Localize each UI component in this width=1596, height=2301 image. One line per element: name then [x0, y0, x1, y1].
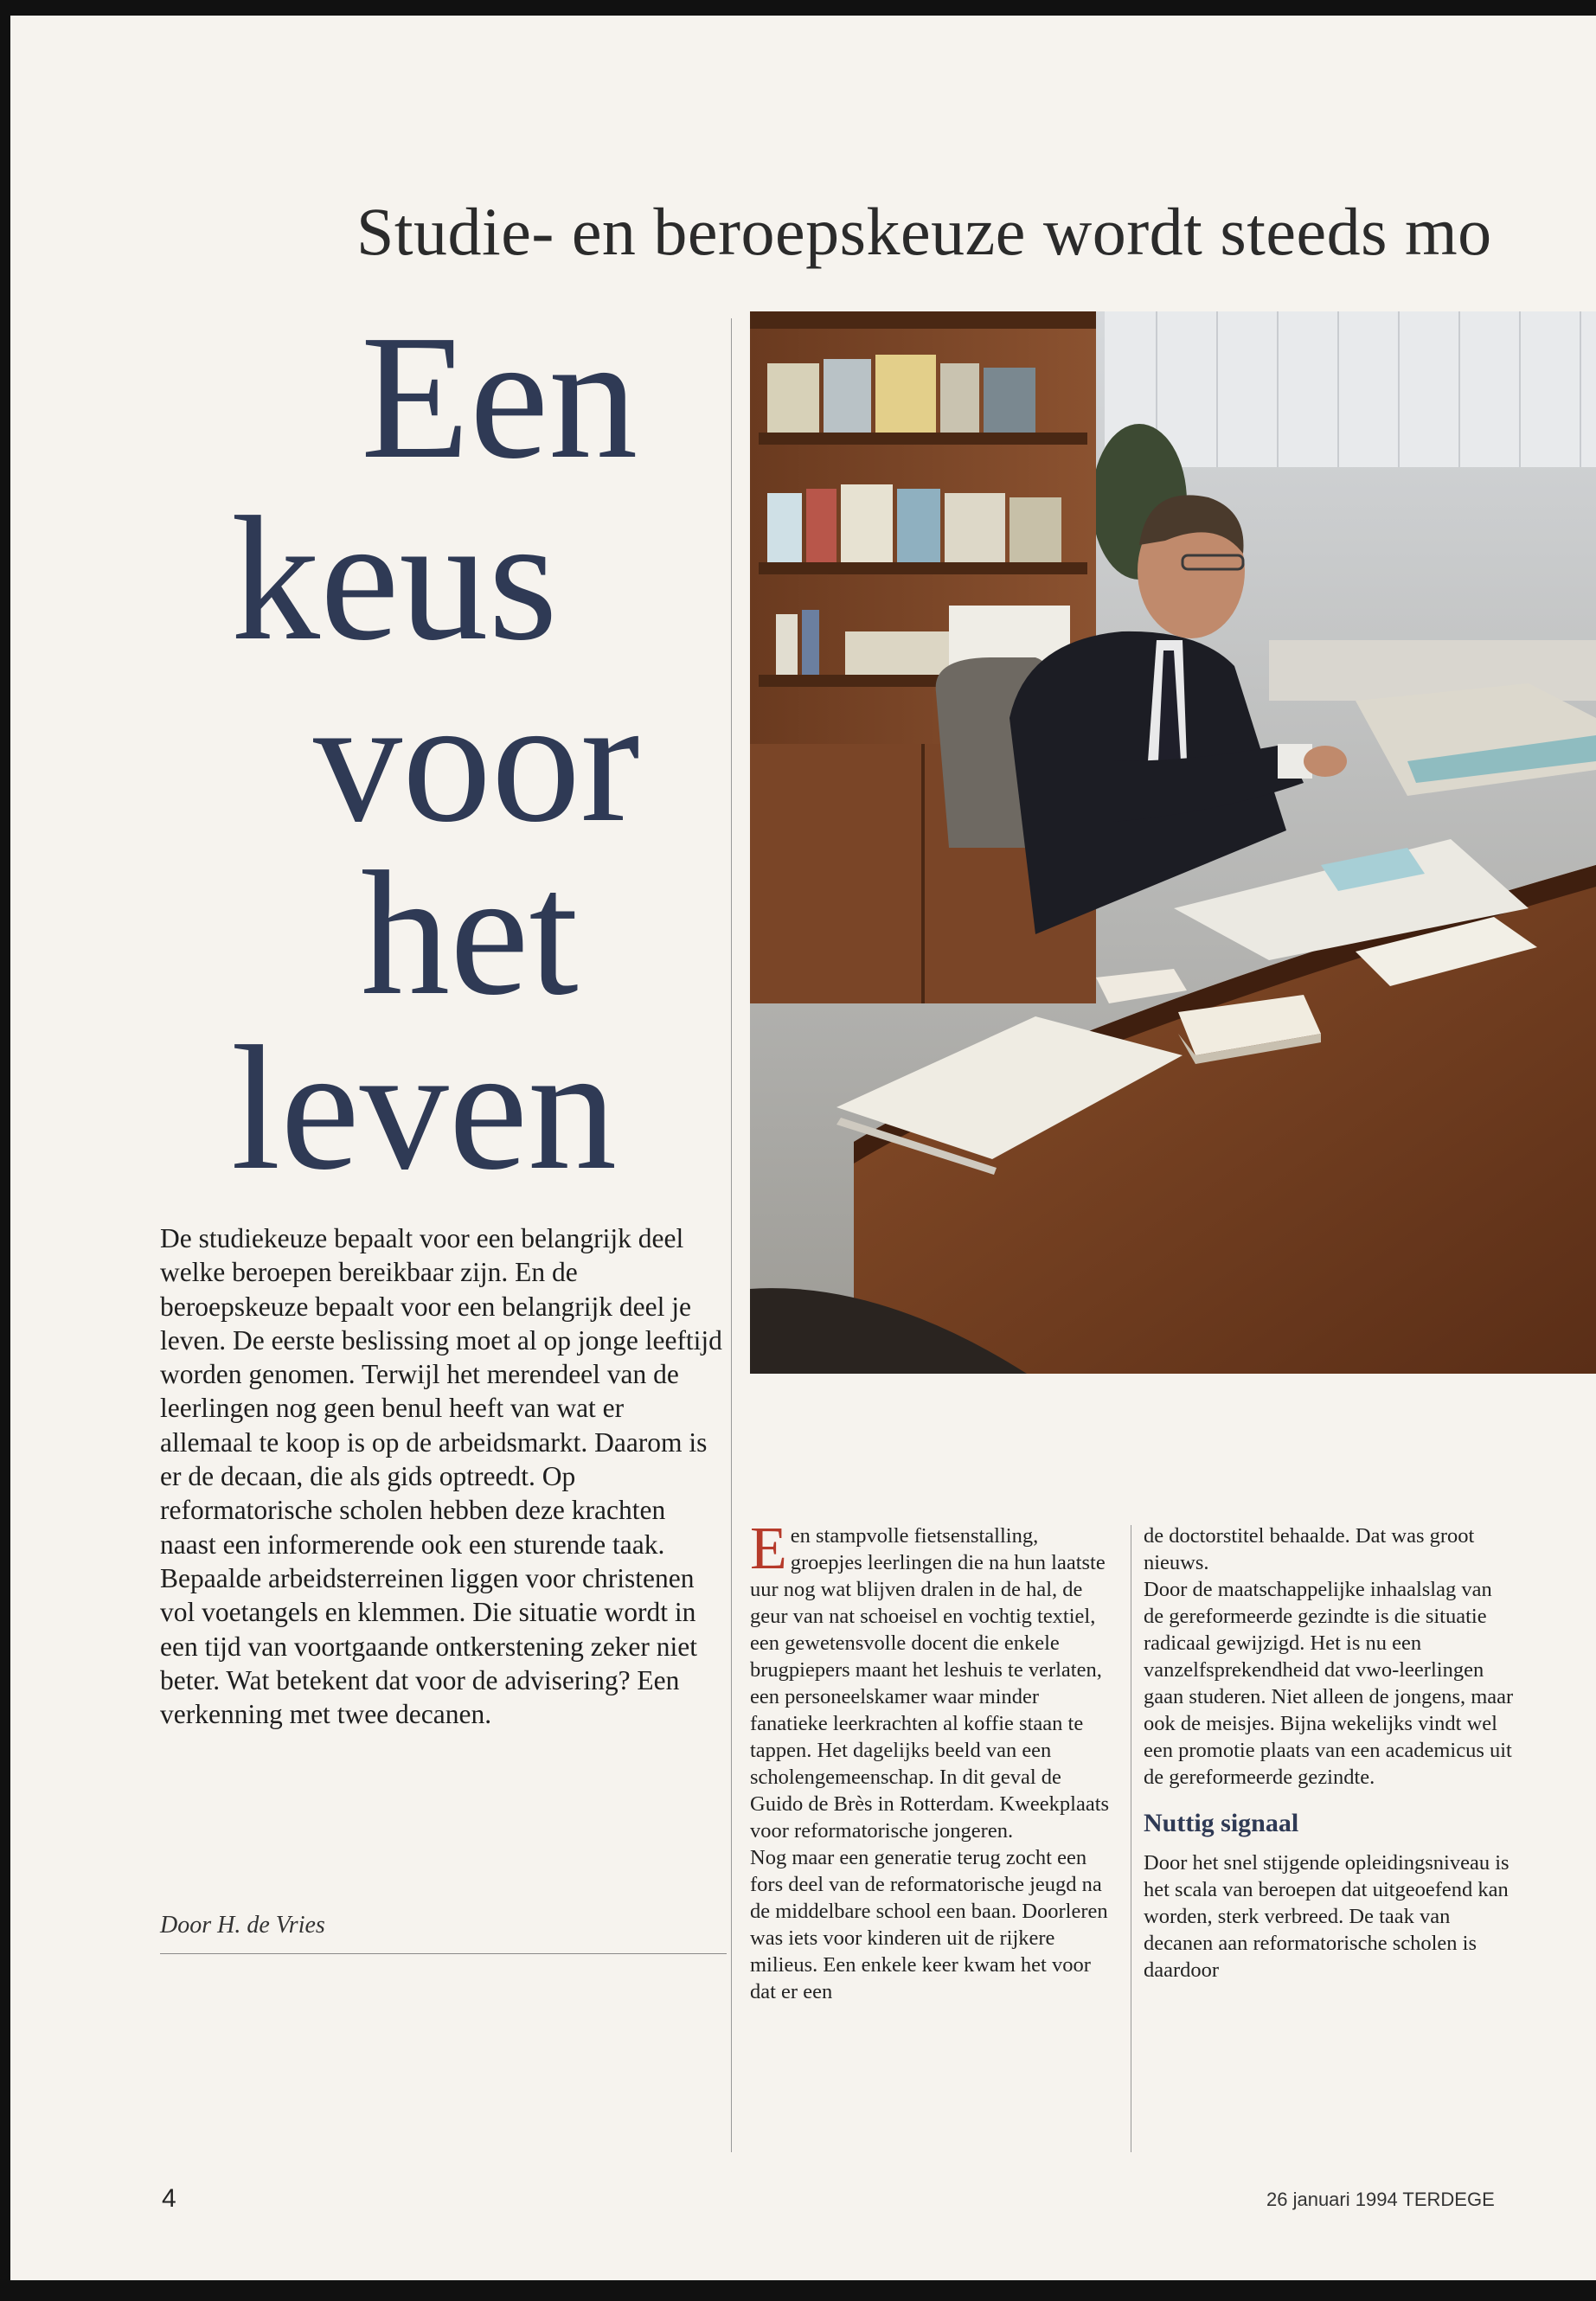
headline-word: voor — [313, 661, 640, 859]
footer-issue-date: 26 januari 1994 TERDEGE — [1266, 2189, 1495, 2210]
body-paragraph: en stampvolle fietsenstalling, groepjes leerlingen die na hun laatste uur nog wat blijven dralen in de hal, de geur van nat schoeisel en vochtig textiel, een gewetensvolle docent die enkele brugpiepers maant het leshuis te verlaten, een personeelskamer waar minder fanatieke leerkrachten al koffie staan te tappen. Het dagelijks beeld van een scholengemeenschap. In dit geval de Guido de Brès in Rotterdam. Kweekplaats voor reformatorische jongeren. — [750, 1524, 1110, 1843]
byline: Door H. de Vries — [160, 1912, 325, 1939]
headline-word: Een — [361, 298, 638, 496]
office-photo — [750, 311, 1596, 1374]
magazine-page — [10, 16, 1596, 2280]
column-divider — [731, 318, 732, 2152]
body-paragraph: Door het snel stijgende opleidingsniveau is het scala van beroepen dat uitgeoefend kan worden, sterk verbreed. De taak van decanen aan reformatorische scholen is daardoor — [1144, 1851, 1509, 1982]
subheading: Nuttig signaal — [1144, 1809, 1299, 1837]
intro-paragraph: De studiekeuze bepaalt voor een belangrijk deel welke beroepen bereikbaar zijn. En de beroepskeuze bepaalt voor een belangrijk deel je leven. De eerste beslissing moet al op jonge leeftijd worden genomen. Terwijl het merendeel van de leerlingen nog geen benul heeft van wat er allemaal te koop is op de arbeidsmarkt. Daarom is er de decaan, die als gids optreedt. Op reformatorische scholen hebben deze krachten naast een informerende ook een sturende taak. Bepaalde arbeidsterreinen liggen voor christenen vol voetangels en klemmen. Die situatie wordt in een tijd van voortgaande ontkerstening zeker niet beter. Wat betekent dat voor de advisering? Een verkenning met twee decanen. — [160, 1223, 722, 1730]
page-number: 4 — [162, 2184, 176, 2213]
body-column-1 — [750, 1516, 1113, 2005]
byline-rule — [160, 1953, 727, 1954]
section-kicker: Studie- en beroepskeuze wordt steeds mo — [356, 194, 1492, 269]
body-column-2 — [1144, 1522, 1516, 1984]
dropcap: E — [750, 1516, 787, 1582]
headline-word: het — [361, 834, 579, 1032]
body-paragraph: de doctorstitel behaalde. Dat was groot nieuws. — [1144, 1524, 1475, 1574]
body-paragraph: Door de maatschappelijke inhaalslag van de gereformeerde gezindte is die situatie radicaal gewijzigd. Het is nu een vanzelfsprekendheid dat vwo-leerlingen gaan studeren. Niet alleen de jongens, maar ook de meisjes. Bijna wekelijks vindt wel een promotie plaats van een academicus uit de gereformeerde gezindte. — [1144, 1578, 1514, 1789]
headline-word: keus — [231, 479, 558, 677]
body-paragraph: Nog maar een generatie terug zocht een fors deel van de reformatorische jeugd na de middelbare school een baan. Doorleren was iets voor kinderen uit de rijkere milieus. Een enkele keer kwam het voor dat er een — [750, 1846, 1108, 2003]
headline-word: leven — [231, 1009, 618, 1207]
